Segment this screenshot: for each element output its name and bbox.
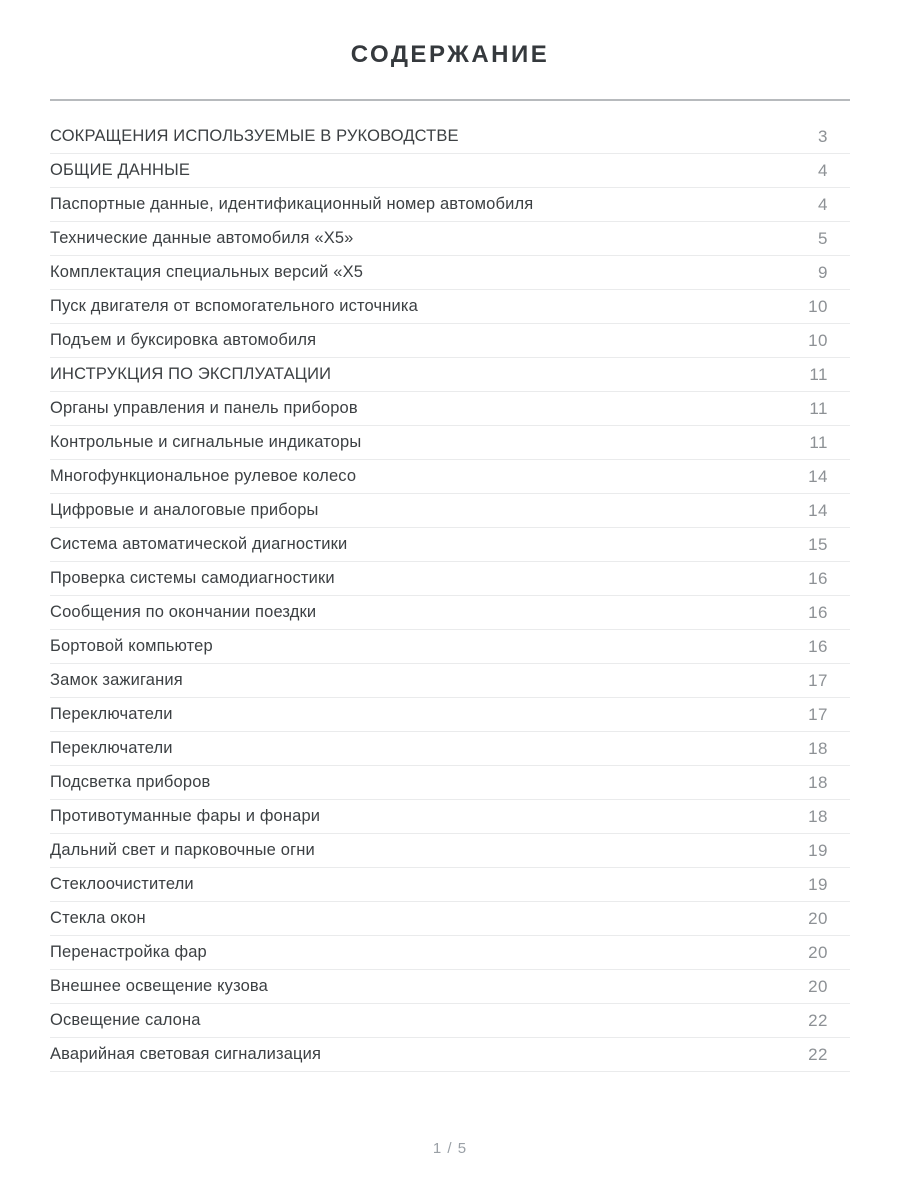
- toc-entry-label: Цифровые и аналоговые приборы: [50, 501, 319, 519]
- toc-entry-label: ИНСТРУКЦИЯ ПО ЭКСПЛУАТАЦИИ: [50, 365, 332, 383]
- toc-entry-label: Стеклоочистители: [50, 875, 194, 893]
- toc-entry-page-number: 4: [818, 160, 828, 180]
- toc-entry-label: Комплектация специальных версий «Х5: [50, 263, 364, 281]
- toc-entry-page-number: 5: [818, 228, 828, 248]
- toc-row[interactable]: [50, 766, 850, 800]
- toc-entry-page-number: 14: [808, 466, 828, 486]
- toc-row[interactable]: [50, 596, 850, 630]
- toc-entry-page-number: 15: [808, 534, 828, 554]
- toc-entry-label: Органы управления и панель приборов: [50, 399, 358, 417]
- toc-entry-page-number: 18: [808, 738, 828, 758]
- toc-entry-label: Подсветка приборов: [50, 773, 211, 791]
- toc-row[interactable]: [50, 630, 850, 664]
- toc-entry-label: Переключатели: [50, 705, 173, 723]
- toc-entry-label: Внешнее освещение кузова: [50, 977, 268, 995]
- toc-entry-label: ОБЩИЕ ДАННЫЕ: [50, 161, 191, 179]
- toc-row[interactable]: [50, 120, 850, 154]
- toc-row[interactable]: [50, 222, 850, 256]
- toc-row[interactable]: [50, 426, 850, 460]
- toc-row[interactable]: [50, 324, 850, 358]
- toc-entry-label: Освещение салона: [50, 1011, 201, 1029]
- toc-entry-page-number: 19: [808, 840, 828, 860]
- toc-row[interactable]: [50, 154, 850, 188]
- toc-row[interactable]: [50, 256, 850, 290]
- toc-row[interactable]: [50, 188, 850, 222]
- toc-entry-page-number: 3: [818, 126, 828, 146]
- toc-entry-label: Аварийная световая сигнализация: [50, 1045, 322, 1063]
- toc-entry-label: Многофункциональное рулевое колесо: [50, 467, 357, 485]
- toc-entry-page-number: 4: [818, 194, 828, 214]
- toc-entry-label: Пуск двигателя от вспомогательного источника: [50, 297, 418, 315]
- toc-row[interactable]: [50, 970, 850, 1004]
- toc-row[interactable]: [50, 732, 850, 766]
- toc-entry-page-number: 19: [808, 874, 828, 894]
- toc-entry-page-number: 14: [808, 500, 828, 520]
- toc-row[interactable]: [50, 392, 850, 426]
- page-indicator: 1 / 5: [432, 1140, 468, 1157]
- toc-row[interactable]: [50, 1004, 850, 1038]
- toc-entry-page-number: 16: [808, 636, 828, 656]
- title-divider: [50, 99, 850, 101]
- toc-entry-label: Паспортные данные, идентификационный номер автомобиля: [50, 195, 534, 213]
- toc-row[interactable]: [50, 358, 850, 392]
- toc-entry-label: Противотуманные фары и фонари: [50, 807, 321, 825]
- toc-entry-label: Система автоматической диагностики: [50, 535, 348, 553]
- toc-row[interactable]: [50, 664, 850, 698]
- toc-entry-label: Бортовой компьютер: [50, 637, 213, 655]
- toc-entry-page-number: 18: [808, 806, 828, 826]
- toc-row[interactable]: [50, 528, 850, 562]
- toc-row[interactable]: [50, 698, 850, 732]
- toc-row[interactable]: [50, 834, 850, 868]
- toc-row[interactable]: [50, 936, 850, 970]
- toc-entry-page-number: 18: [808, 772, 828, 792]
- toc-row[interactable]: [50, 290, 850, 324]
- toc-entry-page-number: 16: [808, 568, 828, 588]
- toc-entry-label: Технические данные автомобиля «Х5»: [50, 229, 354, 247]
- toc-entry-label: Перенастройка фар: [50, 943, 207, 961]
- toc-row[interactable]: [50, 1038, 850, 1072]
- toc-row[interactable]: [50, 460, 850, 494]
- toc-entry-label: Стекла окон: [50, 909, 146, 927]
- toc-entry-page-number: 10: [808, 296, 828, 316]
- toc-entry-label: Проверка системы самодиагностики: [50, 569, 335, 587]
- toc-entry-page-number: 20: [808, 908, 828, 928]
- toc-list: [50, 120, 850, 1072]
- toc-entry-page-number: 9: [818, 262, 828, 282]
- page-title: СОДЕРЖАНИЕ: [350, 41, 550, 68]
- toc-row[interactable]: [50, 868, 850, 902]
- toc-entry-label: Замок зажигания: [50, 671, 183, 689]
- toc-row[interactable]: [50, 800, 850, 834]
- toc-entry-label: Подъем и буксировка автомобиля: [50, 331, 317, 349]
- toc-entry-page-number: 22: [808, 1010, 828, 1030]
- toc-entry-page-number: 17: [808, 704, 828, 724]
- toc-entry-page-number: 20: [808, 976, 828, 996]
- toc-entry-page-number: 17: [808, 670, 828, 690]
- toc-entry-page-number: 20: [808, 942, 828, 962]
- toc-entry-page-number: 16: [808, 602, 828, 622]
- toc-entry-label: Контрольные и сигнальные индикаторы: [50, 433, 362, 451]
- toc-entry-label: Переключатели: [50, 739, 173, 757]
- toc-entry-page-number: 11: [809, 364, 828, 384]
- toc-entry-page-number: 11: [809, 398, 828, 418]
- toc-row[interactable]: [50, 562, 850, 596]
- toc-entry-label: Дальний свет и парковочные огни: [50, 841, 315, 859]
- toc-row[interactable]: [50, 902, 850, 936]
- toc-entry-page-number: 11: [809, 432, 828, 452]
- toc-entry-page-number: 10: [808, 330, 828, 350]
- toc-entry-page-number: 22: [808, 1044, 828, 1064]
- toc-entry-label: Сообщения по окончании поездки: [50, 603, 317, 621]
- toc-row[interactable]: [50, 494, 850, 528]
- toc-entry-label: СОКРАЩЕНИЯ ИСПОЛЬЗУЕМЫЕ В РУКОВОДСТВЕ: [50, 127, 459, 145]
